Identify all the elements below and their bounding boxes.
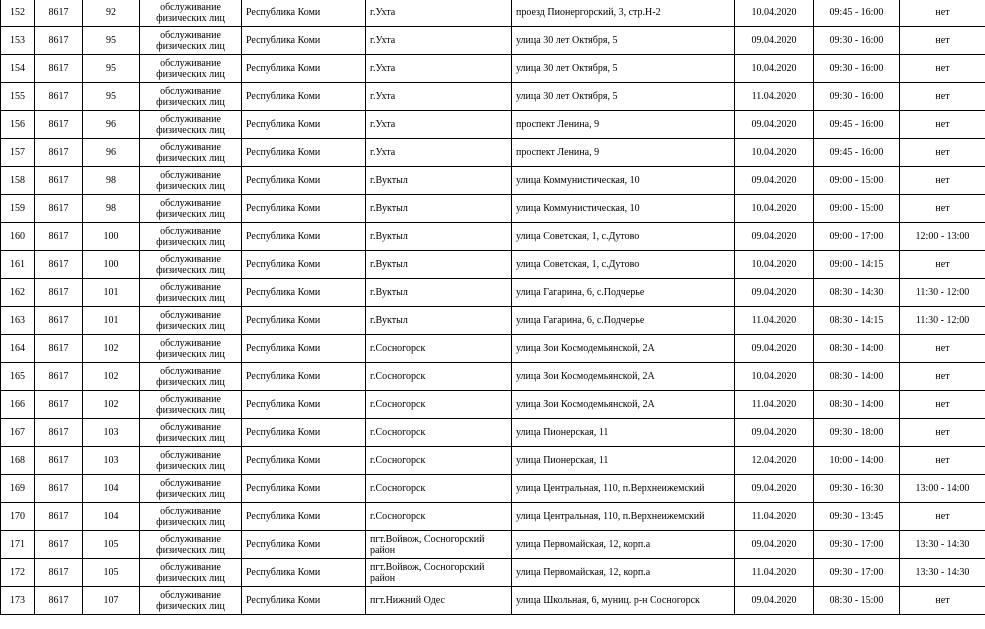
working-hours-cell: 09:00 - 15:00 xyxy=(814,195,900,223)
service-type-cell xyxy=(140,447,242,475)
break-cell: нет xyxy=(900,55,985,83)
service-type-cell xyxy=(140,0,242,27)
service-type-line-1: обслуживание xyxy=(160,449,221,461)
row-number-cell: 155 xyxy=(1,83,35,111)
date-cell: 11.04.2020 xyxy=(735,559,814,587)
row-number-cell: 165 xyxy=(1,363,35,391)
service-type-line-2: физических лиц xyxy=(156,180,225,192)
date-cell: 09.04.2020 xyxy=(735,279,814,307)
date-cell: 09.04.2020 xyxy=(735,587,814,615)
address-cell: улица Гагарина, 6, с.Подчерье xyxy=(512,279,735,307)
table-row xyxy=(1,251,985,279)
city-cell: г.Ухта xyxy=(366,55,512,83)
working-hours-cell: 09:45 - 16:00 xyxy=(814,111,900,139)
service-type-line-1: обслуживание xyxy=(160,57,221,69)
service-type-line-2: физических лиц xyxy=(156,12,225,24)
service-type-line-1: обслуживание xyxy=(160,337,221,349)
service-type-cell xyxy=(140,195,242,223)
break-cell: нет xyxy=(900,391,985,419)
row-number-cell: 164 xyxy=(1,335,35,363)
service-type-line-1: обслуживание xyxy=(160,589,221,601)
service-type-line-2: физических лиц xyxy=(156,348,225,360)
table-row xyxy=(1,0,985,27)
office-number-cell: 102 xyxy=(83,391,140,419)
service-type-cell xyxy=(140,363,242,391)
service-type-line-1: обслуживание xyxy=(160,141,221,153)
region-cell: Республика Коми xyxy=(242,587,366,615)
working-hours-cell: 09:00 - 17:00 xyxy=(814,223,900,251)
service-type-line-2: физических лиц xyxy=(156,264,225,276)
office-number-cell: 102 xyxy=(83,335,140,363)
office-number-cell: 98 xyxy=(83,195,140,223)
office-number-cell: 100 xyxy=(83,251,140,279)
date-cell: 11.04.2020 xyxy=(735,307,814,335)
break-cell: нет xyxy=(900,363,985,391)
date-cell: 11.04.2020 xyxy=(735,503,814,531)
date-cell: 12.04.2020 xyxy=(735,447,814,475)
table-row xyxy=(1,391,985,419)
working-hours-cell: 08:30 - 14:00 xyxy=(814,363,900,391)
date-cell: 11.04.2020 xyxy=(735,391,814,419)
address-cell: улица Коммунистическая, 10 xyxy=(512,167,735,195)
bank-code-cell: 8617 xyxy=(35,363,83,391)
address-cell: проспект Ленина, 9 xyxy=(512,111,735,139)
office-number-cell: 103 xyxy=(83,447,140,475)
region-cell: Республика Коми xyxy=(242,55,366,83)
table-row xyxy=(1,307,985,335)
city-cell: пгт.Войвож, Сосногорский район xyxy=(366,531,512,559)
city-cell: г.Ухта xyxy=(366,0,512,27)
break-cell: 11:30 - 12:00 xyxy=(900,307,985,335)
date-cell: 10.04.2020 xyxy=(735,139,814,167)
region-cell: Республика Коми xyxy=(242,335,366,363)
bank-code-cell: 8617 xyxy=(35,195,83,223)
region-cell: Республика Коми xyxy=(242,531,366,559)
row-number-cell: 154 xyxy=(1,55,35,83)
city-cell: г.Сосногорск xyxy=(366,419,512,447)
region-cell: Республика Коми xyxy=(242,503,366,531)
bank-code-cell: 8617 xyxy=(35,307,83,335)
table-row xyxy=(1,55,985,83)
address-cell: улица Пионерская, 11 xyxy=(512,447,735,475)
break-cell: нет xyxy=(900,447,985,475)
bank-code-cell: 8617 xyxy=(35,419,83,447)
region-cell: Республика Коми xyxy=(242,27,366,55)
service-type-line-2: физических лиц xyxy=(156,544,225,556)
office-number-cell: 103 xyxy=(83,419,140,447)
region-cell: Республика Коми xyxy=(242,419,366,447)
break-cell: нет xyxy=(900,503,985,531)
service-type-line-1: обслуживание xyxy=(160,505,221,517)
region-cell: Республика Коми xyxy=(242,307,366,335)
service-type-line-1: обслуживание xyxy=(160,393,221,405)
address-cell: улица Центральная, 110, п.Верхнеижемский xyxy=(512,503,735,531)
service-type-line-2: физических лиц xyxy=(156,236,225,248)
table-row xyxy=(1,587,985,615)
break-cell: нет xyxy=(900,195,985,223)
service-type-line-2: физических лиц xyxy=(156,432,225,444)
region-cell: Республика Коми xyxy=(242,279,366,307)
working-hours-cell: 09:30 - 17:00 xyxy=(814,531,900,559)
row-number-cell: 153 xyxy=(1,27,35,55)
row-number-cell: 158 xyxy=(1,167,35,195)
region-cell: Республика Коми xyxy=(242,111,366,139)
service-type-line-2: физических лиц xyxy=(156,96,225,108)
date-cell: 09.04.2020 xyxy=(735,335,814,363)
office-number-cell: 101 xyxy=(83,279,140,307)
working-hours-cell: 08:30 - 15:00 xyxy=(814,587,900,615)
row-number-cell: 152 xyxy=(1,0,35,27)
break-cell: нет xyxy=(900,111,985,139)
working-hours-cell: 09:30 - 16:00 xyxy=(814,27,900,55)
service-type-line-2: физических лиц xyxy=(156,292,225,304)
address-cell: улица 30 лет Октября, 5 xyxy=(512,55,735,83)
bank-code-cell: 8617 xyxy=(35,139,83,167)
region-cell: Республика Коми xyxy=(242,447,366,475)
date-cell: 10.04.2020 xyxy=(735,251,814,279)
service-type-cell xyxy=(140,335,242,363)
city-cell: г.Сосногорск xyxy=(366,391,512,419)
office-number-cell: 95 xyxy=(83,55,140,83)
break-cell: нет xyxy=(900,419,985,447)
table-row xyxy=(1,447,985,475)
break-cell: нет xyxy=(900,167,985,195)
city-cell: г.Вуктыл xyxy=(366,195,512,223)
service-type-cell xyxy=(140,531,242,559)
date-cell: 09.04.2020 xyxy=(735,531,814,559)
break-cell: 13:30 - 14:30 xyxy=(900,531,985,559)
service-type-line-1: обслуживание xyxy=(160,533,221,545)
row-number-cell: 172 xyxy=(1,559,35,587)
office-number-cell: 95 xyxy=(83,83,140,111)
service-type-cell xyxy=(140,55,242,83)
service-type-line-1: обслуживание xyxy=(160,309,221,321)
address-cell: улица Советская, 1, с.Дутово xyxy=(512,251,735,279)
city-cell: пгт.Нижний Одес xyxy=(366,587,512,615)
service-type-cell xyxy=(140,391,242,419)
region-cell: Республика Коми xyxy=(242,139,366,167)
table-row xyxy=(1,419,985,447)
bank-code-cell: 8617 xyxy=(35,279,83,307)
date-cell: 09.04.2020 xyxy=(735,27,814,55)
office-number-cell: 96 xyxy=(83,111,140,139)
row-number-cell: 166 xyxy=(1,391,35,419)
row-number-cell: 161 xyxy=(1,251,35,279)
table-row xyxy=(1,27,985,55)
row-number-cell: 167 xyxy=(1,419,35,447)
office-number-cell: 96 xyxy=(83,139,140,167)
date-cell: 10.04.2020 xyxy=(735,195,814,223)
office-number-cell: 100 xyxy=(83,223,140,251)
address-cell: улица Школьная, 6, муниц. р-н Сосногорск xyxy=(512,587,735,615)
service-type-line-2: физических лиц xyxy=(156,600,225,612)
table-row xyxy=(1,195,985,223)
address-cell: проезд Пионергорский, 3, стр.Н-2 xyxy=(512,0,735,27)
bank-code-cell: 8617 xyxy=(35,503,83,531)
city-cell: пгт.Войвож, Сосногорский район xyxy=(366,559,512,587)
date-cell: 09.04.2020 xyxy=(735,475,814,503)
table-row xyxy=(1,83,985,111)
address-cell: улица Коммунистическая, 10 xyxy=(512,195,735,223)
service-type-line-2: физических лиц xyxy=(156,404,225,416)
address-cell: проспект Ленина, 9 xyxy=(512,139,735,167)
service-type-cell xyxy=(140,559,242,587)
row-number-cell: 159 xyxy=(1,195,35,223)
bank-code-cell: 8617 xyxy=(35,55,83,83)
table-row xyxy=(1,531,985,559)
break-cell: нет xyxy=(900,251,985,279)
office-number-cell: 101 xyxy=(83,307,140,335)
working-hours-cell: 09:30 - 16:00 xyxy=(814,55,900,83)
break-cell: нет xyxy=(900,0,985,27)
table-row xyxy=(1,503,985,531)
break-cell: 13:00 - 14:00 xyxy=(900,475,985,503)
table-row xyxy=(1,111,985,139)
row-number-cell: 163 xyxy=(1,307,35,335)
working-hours-cell: 09:30 - 17:00 xyxy=(814,559,900,587)
service-type-line-2: физических лиц xyxy=(156,376,225,388)
address-cell: улица Зои Космодемьянской, 2А xyxy=(512,335,735,363)
bank-code-cell: 8617 xyxy=(35,111,83,139)
region-cell: Республика Коми xyxy=(242,251,366,279)
service-type-cell xyxy=(140,587,242,615)
date-cell: 09.04.2020 xyxy=(735,167,814,195)
service-type-line-2: физических лиц xyxy=(156,488,225,500)
service-type-cell xyxy=(140,251,242,279)
service-type-cell xyxy=(140,167,242,195)
service-type-cell xyxy=(140,27,242,55)
office-number-cell: 104 xyxy=(83,503,140,531)
city-cell: г.Ухта xyxy=(366,27,512,55)
bank-code-cell: 8617 xyxy=(35,559,83,587)
table-row xyxy=(1,335,985,363)
row-number-cell: 169 xyxy=(1,475,35,503)
region-cell: Республика Коми xyxy=(242,475,366,503)
city-cell: г.Сосногорск xyxy=(366,363,512,391)
row-number-cell: 173 xyxy=(1,587,35,615)
break-cell: 11:30 - 12:00 xyxy=(900,279,985,307)
address-cell: улица Гагарина, 6, с.Подчерье xyxy=(512,307,735,335)
bank-code-cell: 8617 xyxy=(35,167,83,195)
table-body xyxy=(1,0,985,615)
table-row xyxy=(1,475,985,503)
service-type-line-2: физических лиц xyxy=(156,320,225,332)
city-cell: г.Вуктыл xyxy=(366,167,512,195)
bank-code-cell: 8617 xyxy=(35,475,83,503)
address-cell: улица Зои Космодемьянской, 2А xyxy=(512,363,735,391)
address-cell: улица Первомайская, 12, корп.а xyxy=(512,559,735,587)
service-type-line-1: обслуживание xyxy=(160,281,221,293)
service-type-line-1: обслуживание xyxy=(160,29,221,41)
office-number-cell: 107 xyxy=(83,587,140,615)
service-type-cell xyxy=(140,307,242,335)
office-number-cell: 105 xyxy=(83,559,140,587)
working-hours-cell: 09:30 - 16:00 xyxy=(814,83,900,111)
bank-code-cell: 8617 xyxy=(35,391,83,419)
city-cell: г.Вуктыл xyxy=(366,279,512,307)
address-cell: улица Советская, 1, с.Дутово xyxy=(512,223,735,251)
address-cell: улица Первомайская, 12, корп.а xyxy=(512,531,735,559)
bank-code-cell: 8617 xyxy=(35,587,83,615)
working-hours-cell: 09:45 - 16:00 xyxy=(814,139,900,167)
working-hours-cell: 08:30 - 14:30 xyxy=(814,279,900,307)
office-number-cell: 95 xyxy=(83,27,140,55)
service-type-line-1: обслуживание xyxy=(160,197,221,209)
city-cell: г.Вуктыл xyxy=(366,307,512,335)
working-hours-cell: 09:00 - 14:15 xyxy=(814,251,900,279)
working-hours-cell: 08:30 - 14:15 xyxy=(814,307,900,335)
service-type-cell xyxy=(140,503,242,531)
service-type-line-1: обслуживание xyxy=(160,421,221,433)
city-cell: г.Ухта xyxy=(366,111,512,139)
table-row xyxy=(1,279,985,307)
working-hours-cell: 08:30 - 14:00 xyxy=(814,391,900,419)
city-cell: г.Вуктыл xyxy=(366,251,512,279)
date-cell: 09.04.2020 xyxy=(735,419,814,447)
service-type-cell xyxy=(140,83,242,111)
office-number-cell: 104 xyxy=(83,475,140,503)
service-type-line-1: обслуживание xyxy=(160,169,221,181)
working-hours-cell: 09:30 - 18:00 xyxy=(814,419,900,447)
bank-code-cell: 8617 xyxy=(35,251,83,279)
break-cell: нет xyxy=(900,27,985,55)
service-type-line-1: обслуживание xyxy=(160,365,221,377)
region-cell: Республика Коми xyxy=(242,83,366,111)
service-type-line-2: физических лиц xyxy=(156,208,225,220)
working-hours-cell: 08:30 - 14:00 xyxy=(814,335,900,363)
service-type-line-2: физических лиц xyxy=(156,572,225,584)
table-row xyxy=(1,559,985,587)
region-cell: Республика Коми xyxy=(242,0,366,27)
service-type-cell xyxy=(140,279,242,307)
city-cell: г.Вуктыл xyxy=(366,223,512,251)
break-cell: 13:30 - 14:30 xyxy=(900,559,985,587)
break-cell: 12:00 - 13:00 xyxy=(900,223,985,251)
row-number-cell: 157 xyxy=(1,139,35,167)
row-number-cell: 168 xyxy=(1,447,35,475)
row-number-cell: 160 xyxy=(1,223,35,251)
service-type-line-1: обслуживание xyxy=(160,1,221,13)
address-cell: улица Центральная, 110, п.Верхнеижемский xyxy=(512,475,735,503)
office-number-cell: 98 xyxy=(83,167,140,195)
city-cell: г.Ухта xyxy=(366,139,512,167)
office-number-cell: 105 xyxy=(83,531,140,559)
date-cell: 11.04.2020 xyxy=(735,83,814,111)
service-type-line-2: физических лиц xyxy=(156,68,225,80)
service-type-line-2: физических лиц xyxy=(156,40,225,52)
service-type-line-1: обслуживание xyxy=(160,113,221,125)
date-cell: 10.04.2020 xyxy=(735,363,814,391)
city-cell: г.Сосногорск xyxy=(366,447,512,475)
table-row xyxy=(1,139,985,167)
region-cell: Республика Коми xyxy=(242,223,366,251)
break-cell: нет xyxy=(900,139,985,167)
service-type-line-1: обслуживание xyxy=(160,225,221,237)
working-hours-cell: 10:00 - 14:00 xyxy=(814,447,900,475)
service-type-line-2: физических лиц xyxy=(156,516,225,528)
bank-code-cell: 8617 xyxy=(35,0,83,27)
break-cell: нет xyxy=(900,587,985,615)
region-cell: Республика Коми xyxy=(242,391,366,419)
city-cell: г.Сосногорск xyxy=(366,335,512,363)
row-number-cell: 156 xyxy=(1,111,35,139)
bank-code-cell: 8617 xyxy=(35,223,83,251)
address-cell: улица Зои Космодемьянской, 2А xyxy=(512,391,735,419)
row-number-cell: 162 xyxy=(1,279,35,307)
date-cell: 10.04.2020 xyxy=(735,55,814,83)
break-cell: нет xyxy=(900,83,985,111)
row-number-cell: 171 xyxy=(1,531,35,559)
service-type-cell xyxy=(140,139,242,167)
working-hours-cell: 09:30 - 13:45 xyxy=(814,503,900,531)
date-cell: 10.04.2020 xyxy=(735,0,814,27)
service-type-line-1: обслуживание xyxy=(160,561,221,573)
table-row xyxy=(1,223,985,251)
service-type-line-2: физических лиц xyxy=(156,460,225,472)
row-number-cell: 170 xyxy=(1,503,35,531)
region-cell: Республика Коми xyxy=(242,559,366,587)
working-hours-cell: 09:30 - 16:30 xyxy=(814,475,900,503)
service-type-cell xyxy=(140,111,242,139)
table-row xyxy=(1,167,985,195)
bank-code-cell: 8617 xyxy=(35,531,83,559)
working-hours-cell: 09:00 - 15:00 xyxy=(814,167,900,195)
region-cell: Республика Коми xyxy=(242,195,366,223)
service-type-line-1: обслуживание xyxy=(160,253,221,265)
service-type-cell xyxy=(140,475,242,503)
office-number-cell: 92 xyxy=(83,0,140,27)
region-cell: Республика Коми xyxy=(242,363,366,391)
bank-code-cell: 8617 xyxy=(35,447,83,475)
date-cell: 09.04.2020 xyxy=(735,223,814,251)
service-type-line-2: физических лиц xyxy=(156,124,225,136)
bank-code-cell: 8617 xyxy=(35,83,83,111)
table-row xyxy=(1,363,985,391)
service-type-line-1: обслуживание xyxy=(160,477,221,489)
region-cell: Республика Коми xyxy=(242,167,366,195)
bank-code-cell: 8617 xyxy=(35,27,83,55)
bank-code-cell: 8617 xyxy=(35,335,83,363)
city-cell: г.Сосногорск xyxy=(366,503,512,531)
break-cell: нет xyxy=(900,335,985,363)
office-number-cell: 102 xyxy=(83,363,140,391)
city-cell: г.Ухта xyxy=(366,83,512,111)
service-type-cell xyxy=(140,419,242,447)
address-cell: улица 30 лет Октября, 5 xyxy=(512,83,735,111)
service-type-line-2: физических лиц xyxy=(156,152,225,164)
service-type-cell xyxy=(140,223,242,251)
address-cell: улица 30 лет Октября, 5 xyxy=(512,27,735,55)
service-type-line-1: обслуживание xyxy=(160,85,221,97)
address-cell: улица Пионерская, 11 xyxy=(512,419,735,447)
working-hours-cell: 09:45 - 16:00 xyxy=(814,0,900,27)
date-cell: 09.04.2020 xyxy=(735,111,814,139)
city-cell: г.Сосногорск xyxy=(366,475,512,503)
